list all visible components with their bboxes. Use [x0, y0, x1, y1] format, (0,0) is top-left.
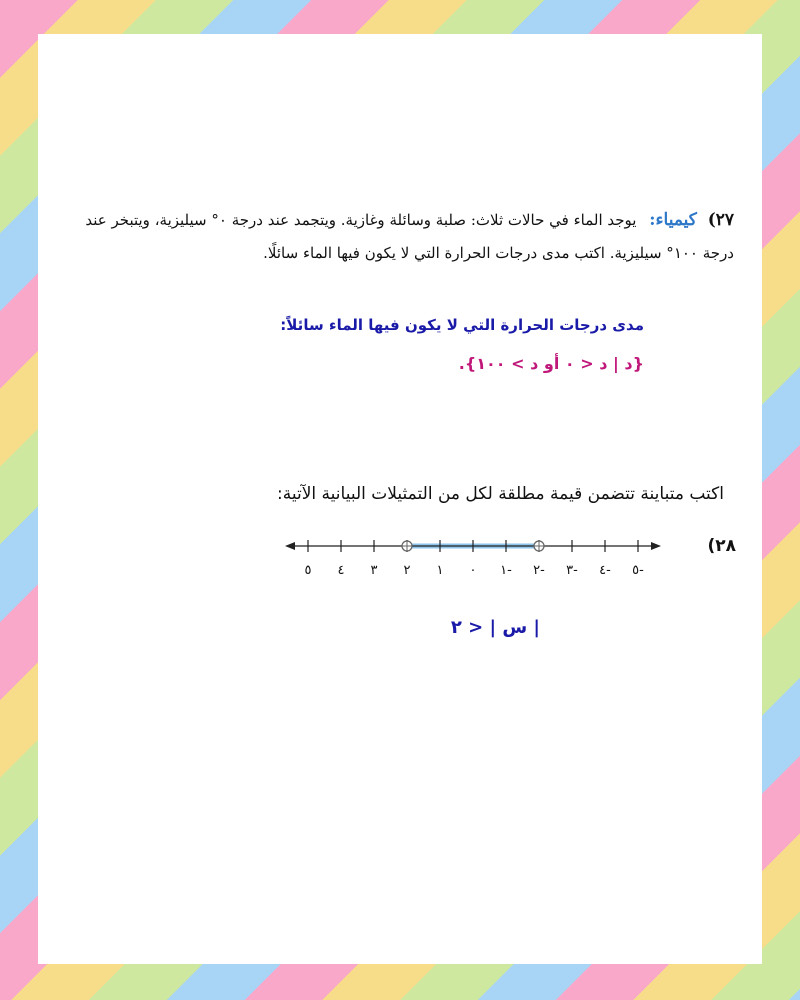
tick-label: ٤ — [337, 563, 345, 578]
right-arrow-icon — [651, 542, 661, 550]
tick-label: ٣ — [370, 563, 378, 578]
number-line — [283, 534, 663, 584]
tick-label: ٤- — [599, 563, 611, 578]
question-27-text: يوجد الماء في حالات ثلاث: صلبة وسائلة وغازية. ويتجمد عند درجة ٠° سيليزية، ويتبخر عند درجة ١٠٠° سيليزية. اكتب مدى درجات الحرارة التي لا يكون فيها الماء سائلًا. — [85, 211, 734, 262]
open-endpoint-icon — [402, 541, 412, 551]
tick-label: ٣- — [566, 563, 578, 578]
question-27-number: ٢٧) — [707, 210, 734, 230]
left-arrow-icon — [285, 542, 295, 550]
answer-27-title: مدى درجات الحرارة التي لا يكون فيها الماء سائلاً: — [280, 316, 644, 334]
tick-label: ٠ — [469, 563, 477, 578]
tick-label: ٥- — [632, 563, 644, 578]
question-27 — [64, 204, 734, 270]
question-28-number: ٢٨) — [707, 536, 736, 556]
instruction-text: اكتب متباينة تتضمن قيمة مطلقة لكل من التمثيلات البيانية الآتية: — [277, 484, 724, 504]
tick-label: ١- — [500, 563, 512, 578]
question-27-topic: كيمياء: — [649, 210, 697, 230]
tick-label: ٢ — [403, 563, 411, 578]
tick-label: ٢- — [533, 563, 545, 578]
tick-label: ١ — [436, 563, 444, 578]
answer-28: | س | < ٢ — [450, 617, 540, 638]
number-line-labels — [305, 563, 645, 578]
open-endpoint-icon — [534, 541, 544, 551]
tick-label: ٥ — [304, 563, 312, 578]
answer-27-set: {د | د < ٠ أو د > ١٠٠}. — [458, 354, 644, 373]
worksheet-card — [38, 34, 762, 964]
